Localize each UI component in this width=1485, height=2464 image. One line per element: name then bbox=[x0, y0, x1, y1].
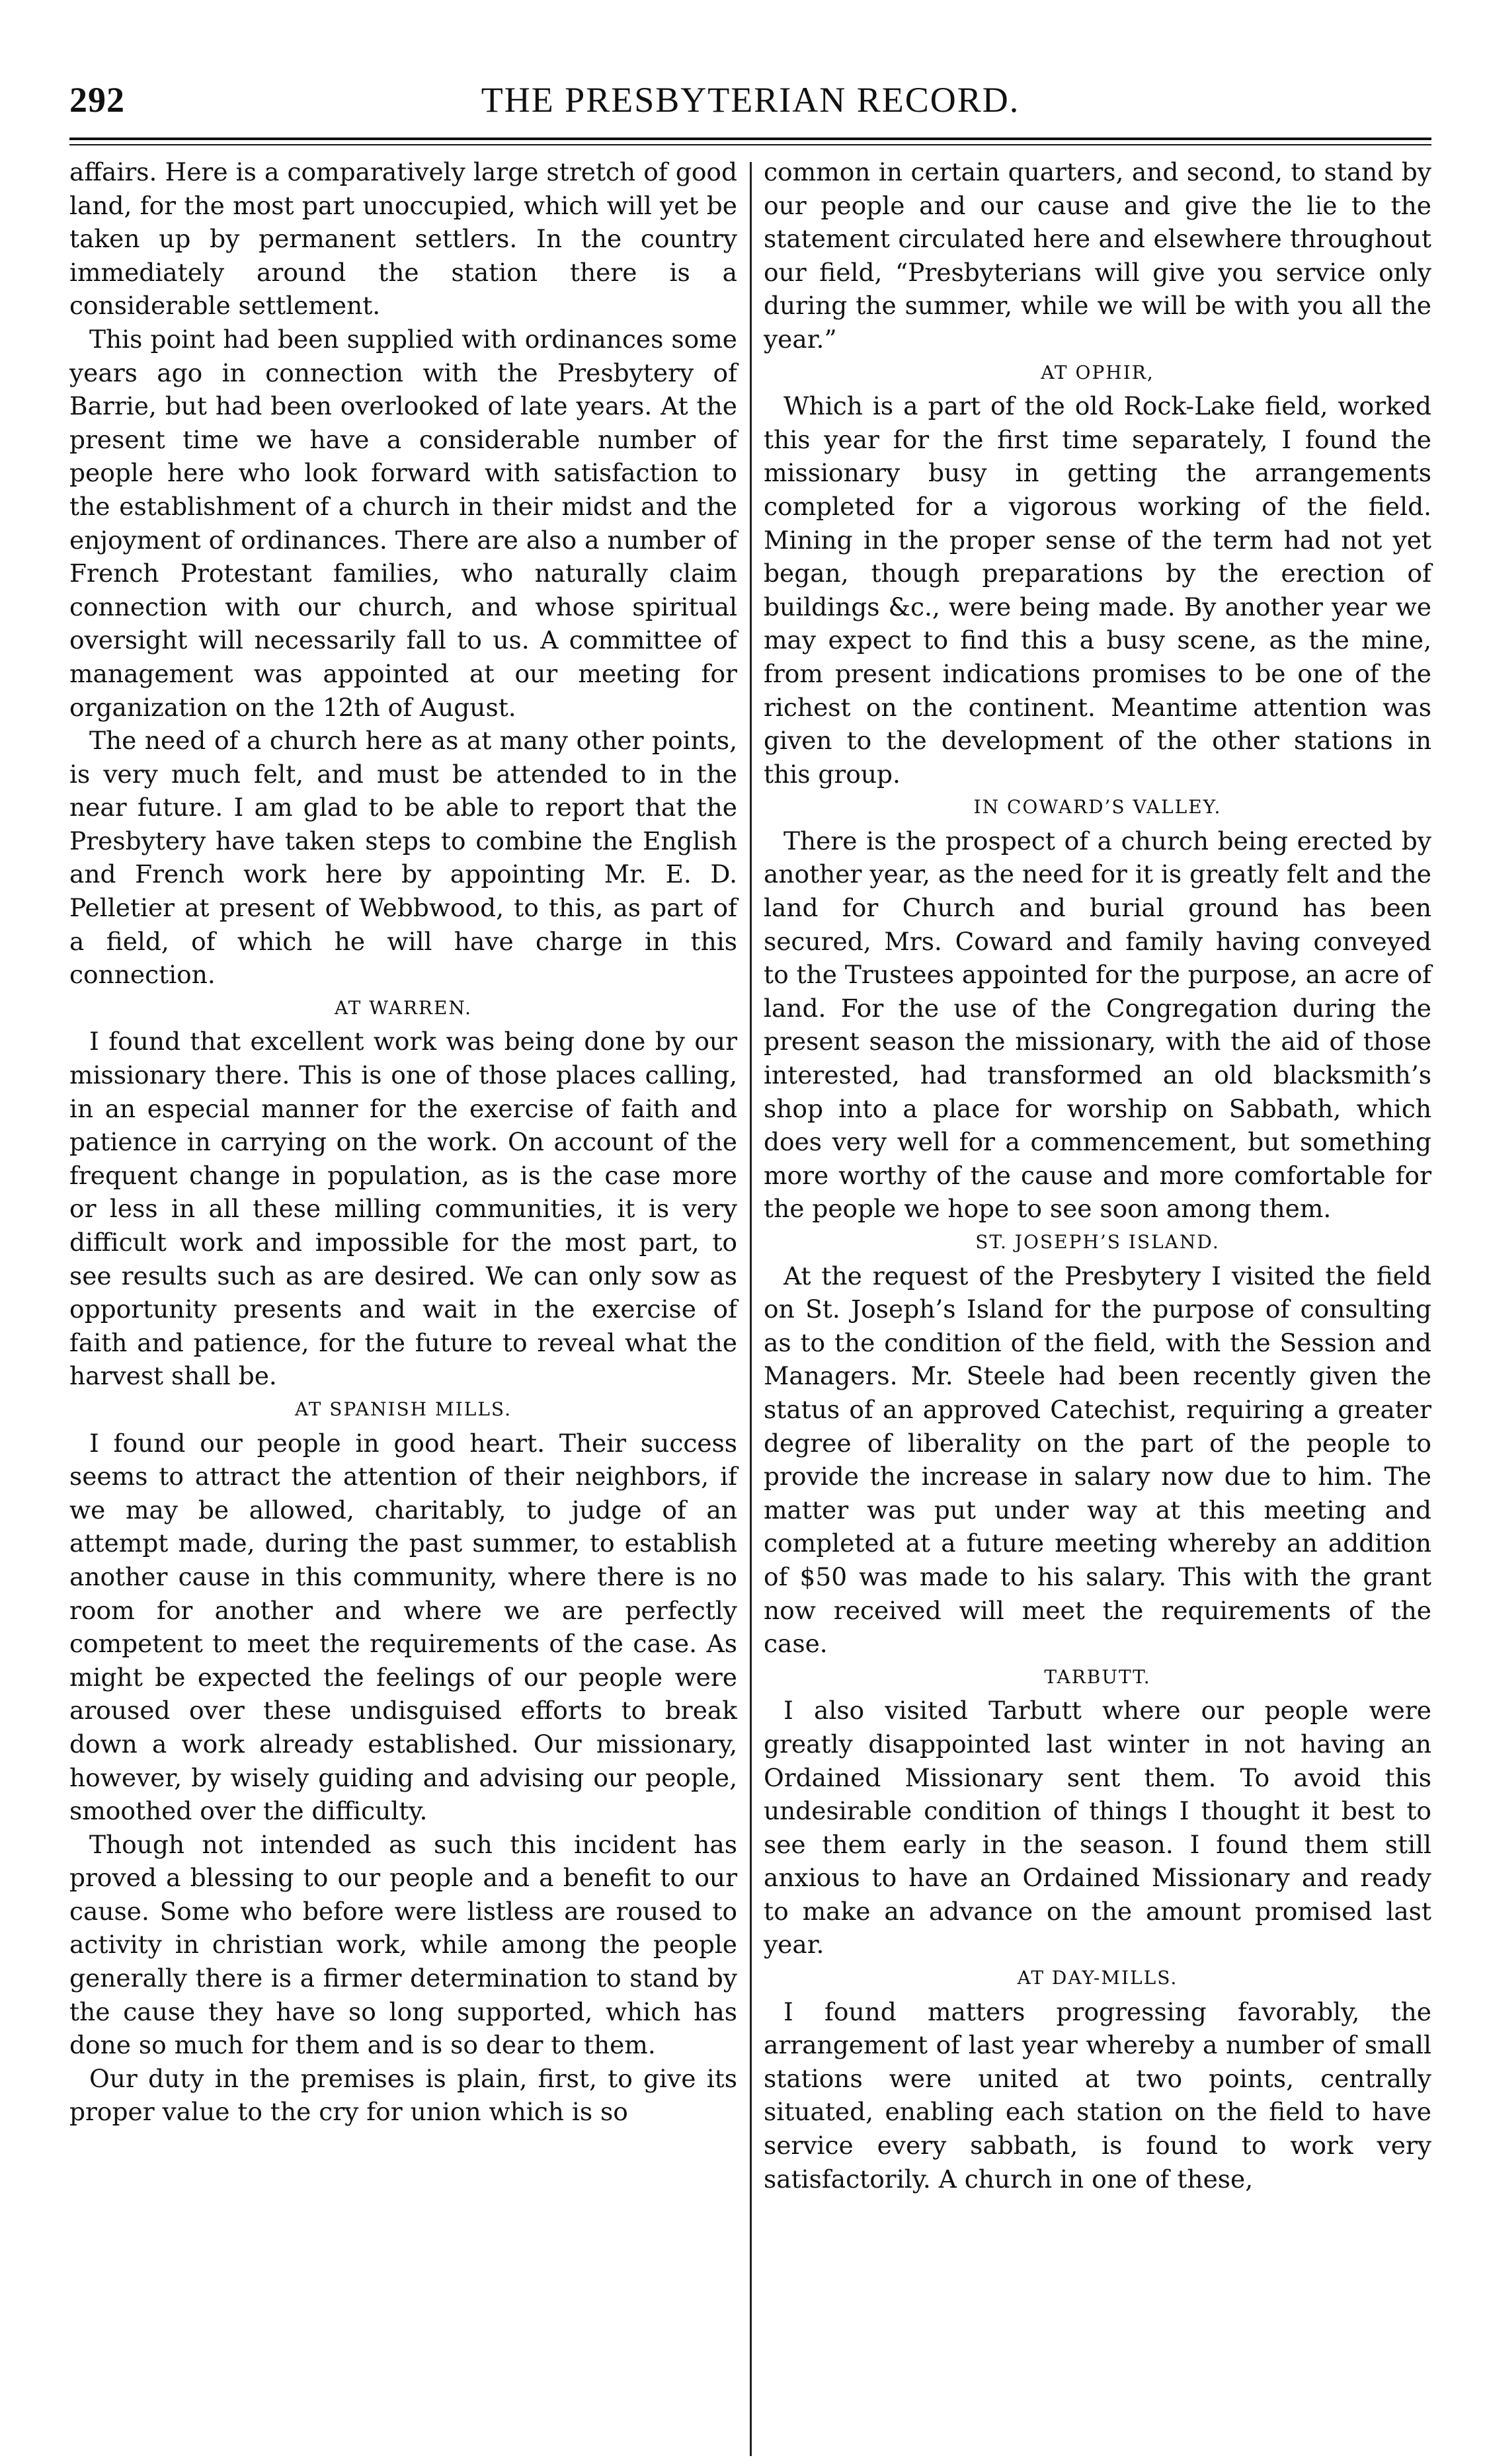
section-heading-spanish-mills: AT SPANISH MILLS. bbox=[295, 1398, 512, 1420]
section-heading-day-mills: AT DAY-MILLS. bbox=[1017, 1967, 1178, 1989]
paragraph: I found our people in good heart. Their success seems to attract the attention of their neighbors, if we may be allowed, charitably, to judge of an attempt made, during the past summer, to establish another cause in this community, where there is no room for another and where we are perfectly competent to meet the requirements of the case. As might be expected the feelings of our people were aroused over these undisguised efforts to break down a work already established. Our missionary, however, by wisely guiding and advising our people, smoothed over the difficulty. bbox=[69, 1428, 737, 1826]
section-heading-warren: AT WARREN. bbox=[334, 996, 473, 1019]
paragraph: The need of a church here as at many other points, is very much felt, and must be attended to in the near future. I am glad to be able to report that the Presbytery have taken steps to combine the English and French work here by appointing Mr. E. D. Pelletier at present of Webbwood, to this, as part of a field, of which he will have charge in this connection. bbox=[69, 726, 737, 990]
column-divider bbox=[750, 162, 752, 2456]
page bbox=[69, 79, 1431, 2194]
paragraph: I found matters progressing favorably, the arrangement of last year whereby a number of small stations were united at two points, centrally situated, enabling each station on the field to have service every sabbath, is found to work very satisfactorily. A church in one of these, bbox=[764, 1997, 1431, 2194]
paragraph: I found that excellent work was being done by our missionary there. This is one of those places calling, in an especial manner for the exercise of faith and patience in carrying on the work. On account of the frequent change in population, as is the case more or less in all these milling communities, it is very difficult work and impossible for the most part, to see results such as are desired. We can only sow as opportunity presents and wait in the exercise of faith and patience, for the future to reveal what the harvest shall be. bbox=[69, 1027, 737, 1391]
article-columns bbox=[69, 155, 1431, 2456]
paragraph: Though not intended as such this incident has proved a blessing to our people and a benefit to our cause. Some who before were listless are roused to activity in christian work, while among the people generally there is a firmer determination to stand by the cause they have so long supported, which has done so much for them and is so dear to them. bbox=[69, 1829, 737, 2060]
paragraph: common in certain quarters, and second, to stand by our people and our cause and give the lie to the statement circulated here and elsewhere throughout our field, “Presbyterians will give you service only during the summer, while we will be with you all the year.” bbox=[764, 157, 1431, 354]
paragraph: I also visited Tarbutt where our people were greatly disappointed last winter in not having an Ordained Missionary sent them. To avoid this undesirable condition of things I thought it best to see them early in the season. I found them still anxious to have an Ordained Missionary and ready to make an advance on the amount promised last year. bbox=[764, 1696, 1431, 1960]
section-heading-st-josephs-island: ST. JOSEPH’S ISLAND. bbox=[975, 1231, 1220, 1253]
paragraph: At the request of the Presbytery I visited the field on St. Joseph’s Island for the purpose of consulting as to the condition of the field, with the Session and Managers. Mr. Steele had been recently given the status of an approved Catechist, requiring a greater degree of liberality on the part of the people to provide the increase in salary now due to him. The matter was put under way at this meeting and completed at a future meeting whereby an addition of $50 was made to his salary. This with the grant now received will meet the requirements of the case. bbox=[764, 1261, 1431, 1659]
section-heading-ophir: AT OPHIR, bbox=[1041, 361, 1154, 383]
page-number: 292 bbox=[69, 80, 125, 120]
paragraph: This point had been supplied with ordinances some years ago in connection with the Presbytery of Barrie, but had been overlooked of late years. At the present time we have a considerable number of people here who look forward with satisfaction to the establishment of a church in their midst and the enjoyment of ordinances. There are also a number of French Protestant families, who naturally claim connection with our church, and whose spiritual oversight will necessarily fall to us. A committee of management was appointed at our meeting for organization on the 12th of August. bbox=[69, 324, 737, 722]
left-column bbox=[69, 155, 737, 2456]
header-rule bbox=[69, 138, 1431, 140]
section-heading-cowards-valley: IN COWARD’S VALLEY. bbox=[973, 796, 1222, 818]
paragraph: affairs. Here is a comparatively large stretch of good land, for the most part unoccupied, which will yet be taken up by permanent settlers. In the country immediately around the station there is a considerable settlement. bbox=[69, 157, 737, 321]
paragraph: Our duty in the premises is plain, first, to give its proper value to the cry for union which is so bbox=[69, 2063, 737, 2127]
right-column bbox=[764, 155, 1431, 2456]
page-header bbox=[69, 79, 1431, 126]
journal-title: THE PRESBYTERIAN RECORD. bbox=[481, 80, 1020, 120]
paragraph: Which is a part of the old Rock-Lake field, worked this year for the first time separately, I found the missionary busy in getting the arrangements completed for a vigorous working of the field. Mining in the proper sense of the term had not yet began, though preparations by the erection of buildings &c., were being made. By another year we may expect to find this a busy scene, as the mine, from present indications promises to be one of the richest on the continent. Meantime attention was given to the development of the other stations in this group. bbox=[764, 391, 1431, 789]
paragraph: There is the prospect of a church being erected by another year, as the need for it is greatly felt and the land for Church and burial ground has been secured, Mrs. Coward and family having conveyed to the Trustees appointed for the purpose, an acre of land. For the use of the Congregation during the present season the missionary, with the aid of those interested, had transformed an old blacksmith’s shop into a place for worship on Sabbath, which does very well for a commencement, but something more worthy of the cause and more comfortable for the people we hope to see soon among them. bbox=[764, 826, 1431, 1224]
section-heading-tarbutt: TARBUTT. bbox=[1044, 1665, 1151, 1688]
header-rule-thin bbox=[69, 144, 1431, 145]
